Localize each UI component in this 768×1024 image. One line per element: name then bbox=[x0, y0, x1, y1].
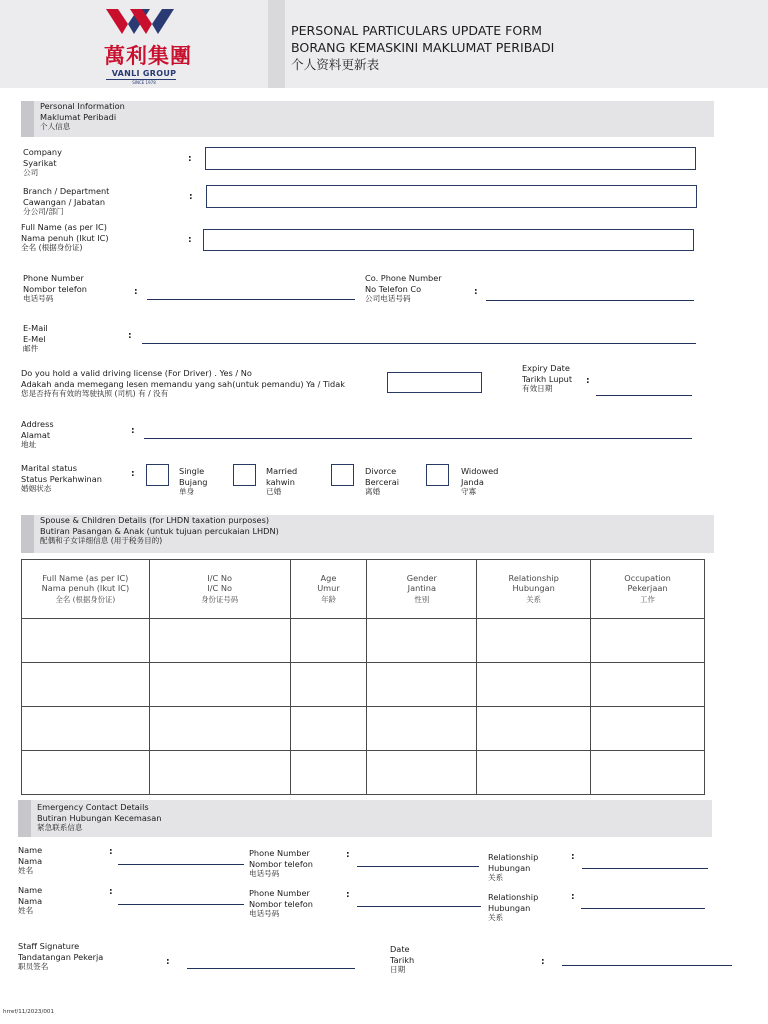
table-cell[interactable] bbox=[290, 751, 367, 795]
header-divider bbox=[268, 0, 285, 88]
emergency-relationship-label: Relationship Hubungan 关系 bbox=[488, 892, 539, 923]
address-label: Address Alamat 地址 bbox=[21, 419, 54, 450]
emergency-relationship-line[interactable] bbox=[581, 908, 705, 909]
colon: : bbox=[166, 957, 170, 967]
table-cell[interactable] bbox=[477, 707, 591, 751]
form-title-en: PERSONAL PARTICULARS UPDATE FORM bbox=[291, 23, 542, 38]
email-label: E-Mail E-Mel 邮件 bbox=[23, 323, 48, 354]
table-cell[interactable] bbox=[149, 751, 290, 795]
emergency-name-line[interactable] bbox=[118, 904, 244, 905]
table-cell[interactable] bbox=[591, 707, 705, 751]
emergency-phone-label: Phone Number Nombor telefon 电话号码 bbox=[249, 888, 313, 919]
logo-english-text: VANLI GROUP bbox=[111, 69, 177, 78]
col-occupation: Occupation Pekerjaan 工作 bbox=[591, 560, 705, 619]
col-gender: Gender Jantina 性别 bbox=[367, 560, 477, 619]
emergency-phone-line[interactable] bbox=[357, 866, 479, 867]
section-accent bbox=[21, 101, 34, 137]
form-reference-code: hrref/11/2023/001 bbox=[3, 1009, 55, 1015]
table-cell[interactable] bbox=[22, 663, 150, 707]
widowed-label: Widowed Janda 守寡 bbox=[461, 466, 499, 497]
table-cell[interactable] bbox=[290, 707, 367, 751]
table-cell[interactable] bbox=[149, 707, 290, 751]
table-cell[interactable] bbox=[367, 751, 477, 795]
colon: : bbox=[134, 287, 138, 297]
expiry-label: Expiry Date Tarikh Luput 有效日期 bbox=[522, 363, 573, 394]
co-phone-label: Co. Phone Number No Telefon Co 公司电话号码 bbox=[365, 273, 442, 304]
colon: : bbox=[189, 192, 193, 202]
table-header-row bbox=[22, 560, 705, 619]
logo-chinese-text: 萬利集團 bbox=[104, 43, 192, 68]
table-row bbox=[22, 619, 705, 663]
section-accent bbox=[18, 800, 31, 837]
form-title-ms: BORANG KEMASKINI MAKLUMAT PERIBADI bbox=[291, 40, 555, 55]
table-cell[interactable] bbox=[290, 619, 367, 663]
emergency-relationship-label: Relationship Hubungan 关系 bbox=[488, 852, 539, 883]
email-input-line[interactable] bbox=[142, 343, 696, 344]
branch-input[interactable] bbox=[206, 185, 697, 208]
table-cell[interactable] bbox=[22, 751, 150, 795]
colon: : bbox=[188, 154, 192, 164]
table-row bbox=[22, 707, 705, 751]
emergency-phone-label: Phone Number Nombor telefon 电话号码 bbox=[249, 848, 313, 879]
colon: : bbox=[571, 892, 575, 902]
colon: : bbox=[131, 426, 135, 436]
signature-line[interactable] bbox=[187, 968, 355, 969]
colon: : bbox=[109, 847, 113, 857]
single-checkbox[interactable] bbox=[146, 464, 169, 486]
form-title bbox=[291, 22, 554, 73]
table-cell[interactable] bbox=[591, 751, 705, 795]
colon: : bbox=[474, 287, 478, 297]
colon: : bbox=[188, 235, 192, 245]
col-age: Age Umur 年龄 bbox=[290, 560, 367, 619]
phone-input-line[interactable] bbox=[147, 299, 355, 300]
table-cell[interactable] bbox=[22, 619, 150, 663]
table-row bbox=[22, 751, 705, 795]
table-cell[interactable] bbox=[367, 619, 477, 663]
expiry-input-line[interactable] bbox=[596, 395, 692, 396]
colon: : bbox=[128, 331, 132, 341]
colon: : bbox=[541, 957, 545, 967]
widowed-checkbox[interactable] bbox=[426, 464, 449, 486]
table-cell[interactable] bbox=[367, 707, 477, 751]
married-checkbox[interactable] bbox=[233, 464, 256, 486]
table-cell[interactable] bbox=[149, 619, 290, 663]
personal-info-heading: Personal Information Maklumat Peribadi 个人信息 bbox=[40, 101, 125, 132]
date-line[interactable] bbox=[562, 965, 732, 966]
form-title-cn: 个人资料更新表 bbox=[291, 57, 380, 72]
divorce-label: Divorce Bercerai 离婚 bbox=[365, 466, 400, 497]
co-phone-input-line[interactable] bbox=[486, 300, 694, 301]
spouse-heading: Spouse & Children Details (for LHDN taxation purposes) Butiran Pasangan & Anak (untuk tujuan percukaian LHDN) 配偶和子女详细信息 (用于税务目的) bbox=[40, 515, 279, 546]
emergency-phone-line[interactable] bbox=[357, 906, 481, 907]
table-cell[interactable] bbox=[290, 663, 367, 707]
col-ic: I/C No I/C No 身份证号码 bbox=[149, 560, 290, 619]
license-input[interactable] bbox=[387, 372, 482, 393]
table-cell[interactable] bbox=[477, 619, 591, 663]
table-cell[interactable] bbox=[591, 663, 705, 707]
branch-label: Branch / Department Cawangan / Jabatan 分公司/部门 bbox=[23, 186, 110, 217]
colon: : bbox=[346, 890, 350, 900]
emergency-heading: Emergency Contact Details Butiran Hubungan Kecemasan 紧急联系信息 bbox=[37, 802, 162, 833]
table-cell[interactable] bbox=[22, 707, 150, 751]
phone-label: Phone Number Nombor telefon 电话号码 bbox=[23, 273, 87, 304]
table-cell[interactable] bbox=[591, 619, 705, 663]
married-label: Married kahwin 已婚 bbox=[266, 466, 298, 497]
company-label: Company Syarikat 公司 bbox=[23, 147, 62, 178]
emergency-name-label: Name Nama 姓名 bbox=[18, 845, 43, 876]
table-cell[interactable] bbox=[477, 751, 591, 795]
colon: : bbox=[586, 376, 590, 386]
table-row bbox=[22, 663, 705, 707]
marital-label: Marital status Status Perkahwinan 婚姻状态 bbox=[21, 463, 102, 494]
date-label: Date Tarikh 日期 bbox=[390, 944, 415, 975]
license-label: Do you hold a valid driving license (For Driver) . Yes / No Adakah anda memegang lesen memandu yang sah(untuk pemandu) Ya / Tidak 您是否持有有效的驾驶执照 (司机) 有 / 没有 bbox=[21, 368, 345, 399]
address-input-line[interactable] bbox=[144, 438, 692, 439]
logo-since-text: SINCE 1978 bbox=[132, 80, 156, 85]
section-accent bbox=[21, 515, 34, 553]
emergency-name-line[interactable] bbox=[118, 864, 244, 865]
colon: : bbox=[109, 887, 113, 897]
table-cell[interactable] bbox=[367, 663, 477, 707]
col-relationship: Relationship Hubungan 关系 bbox=[477, 560, 591, 619]
emergency-relationship-line[interactable] bbox=[582, 868, 708, 869]
colon: : bbox=[571, 852, 575, 862]
company-input[interactable] bbox=[205, 147, 696, 170]
emergency-name-label: Name Nama 姓名 bbox=[18, 885, 43, 916]
col-fullname: Full Name (as per IC) Nama penuh (Ikut IC) 全名 (根据身份证) bbox=[22, 560, 150, 619]
fullname-label: Full Name (as per IC) Nama penuh (Ikut IC) 全名 (根据身份证) bbox=[21, 222, 109, 253]
divorce-checkbox[interactable] bbox=[331, 464, 354, 486]
colon: : bbox=[131, 469, 135, 479]
single-label: Single Bujang 单身 bbox=[179, 466, 208, 497]
family-table bbox=[21, 559, 705, 795]
personal-info-section-bar bbox=[21, 101, 714, 137]
fullname-input[interactable] bbox=[203, 229, 694, 251]
table-cell[interactable] bbox=[149, 663, 290, 707]
signature-label: Staff Signature Tandatangan Pekerja 职员签名 bbox=[18, 941, 104, 972]
colon: : bbox=[346, 850, 350, 860]
table-cell[interactable] bbox=[477, 663, 591, 707]
